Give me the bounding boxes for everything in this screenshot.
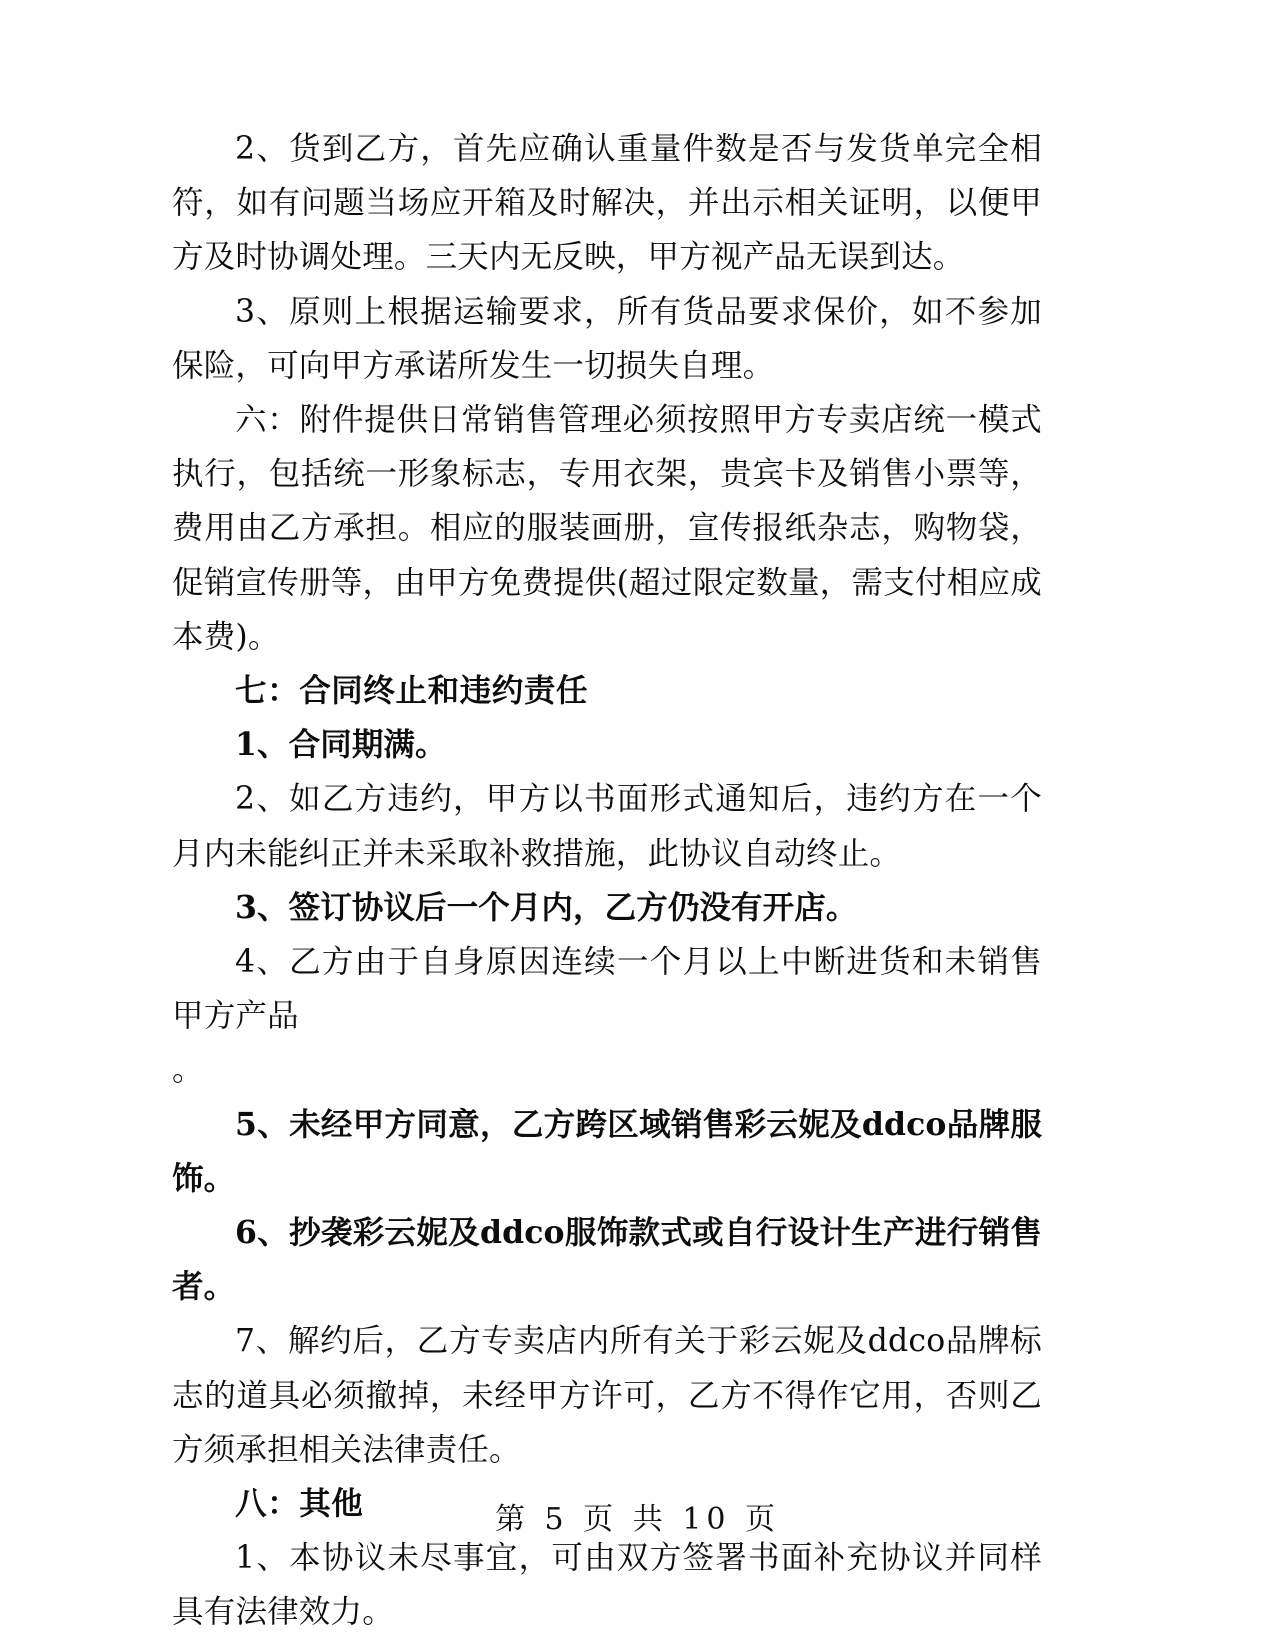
paragraph-five-2: 2、货到乙方，首先应确认重量件数是否与发货单完全相符，如有问题当场应开箱及时解决，并出示相关证明，以便甲方及时协调处理。三天内无反映，甲方视产品无误到达。	[172, 131, 1042, 276]
paragraph-seven-5: 5、未经甲方同意，乙方跨区域销售彩云妮及ddco品牌服饰。	[172, 1105, 1042, 1197]
paragraph-seven-4: 4、乙方由于自身原因连续一个月以上中断进货和未销售甲方产品	[172, 944, 1042, 1035]
document-body	[172, 122, 1042, 1640]
paragraph-seven-2: 2、如乙方违约，甲方以书面形式通知后，违约方在一个月内未能纠正并未采取补救措施，此协议自动终止。	[172, 781, 1042, 872]
paragraph-five-3: 3、原则上根据运输要求，所有货品要求保价，如不参加保险，可向甲方承诺所发生一切损失自理。	[172, 293, 1042, 384]
paragraph-seven-6: 6、抄袭彩云妮及ddco服饰款式或自行设计生产进行销售者。	[172, 1214, 1042, 1306]
heading-section-seven: 七：合同终止和违约责任	[235, 672, 589, 710]
paragraph-seven-3: 3、签订协议后一个月内，乙方仍没有开店。	[235, 888, 858, 926]
paragraph-six: 六：附件提供日常销售管理必须按照甲方专卖店统一模式执行，包括统一形象标志，专用衣架，贵宾卡及销售小票等，费用由乙方承担。相应的服装画册，宣传报纸杂志，购物袋，促销宣传册等，由甲方免费提供(超过限定数量，需支付相应成本费)。	[172, 402, 1042, 655]
paragraph-seven-1: 1、合同期满。	[235, 726, 447, 764]
paragraph-eight-1: 1、本协议未尽事宜，可由双方签署书面补充协议并同样具有法律效力。	[172, 1540, 1042, 1631]
page-footer: 第 5 页 共 10 页	[495, 1502, 780, 1537]
paragraph-seven-7: 7、解约后，乙方专卖店内所有关于彩云妮及ddco品牌标志的道具必须撤掉，未经甲方许可，乙方不得作它用，否则乙方须承担相关法律责任。	[172, 1323, 1042, 1468]
heading-section-eight: 八：其他	[235, 1485, 364, 1523]
paragraph-seven-4-tail: 。	[172, 1052, 204, 1089]
